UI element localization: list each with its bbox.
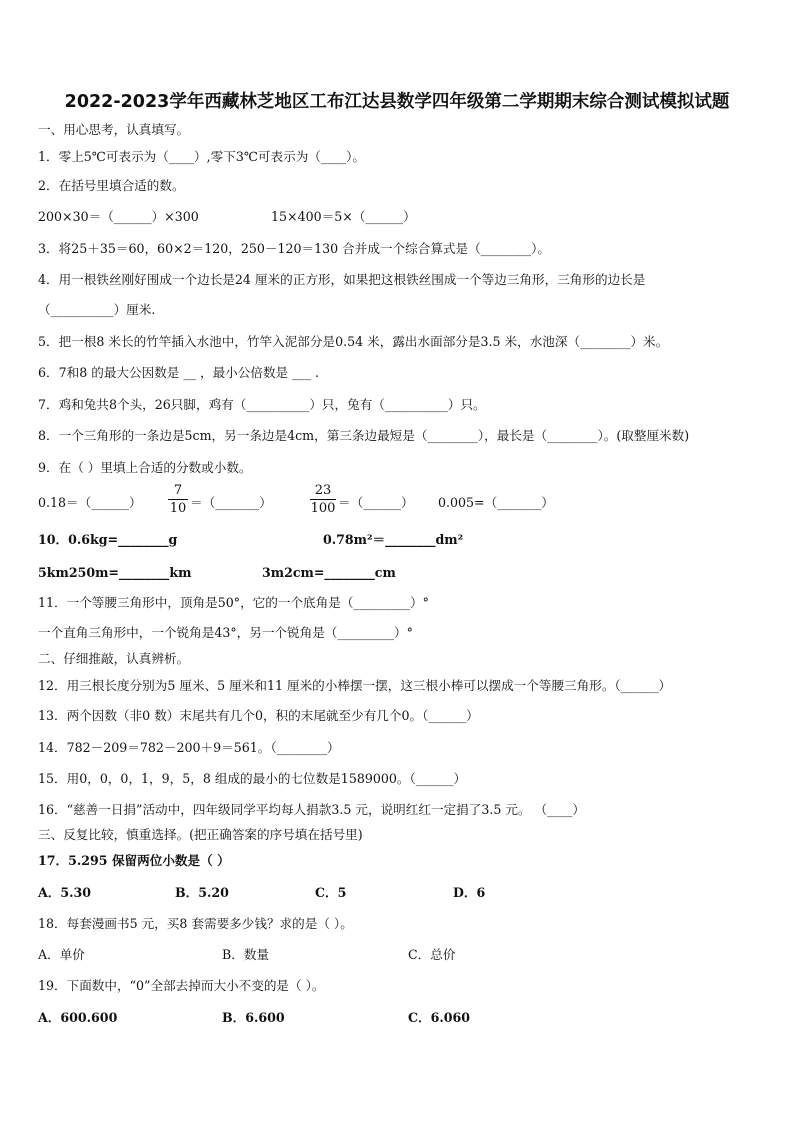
question-11-line-1: 11．一个等腰三角形中，顶角是50°，它的一个底角是（_________）°: [38, 595, 429, 610]
section-2-heading: 二、仔细推敲，认真辨析。: [38, 651, 190, 666]
fraction-numerator: 7: [173, 483, 183, 498]
fraction-numerator: 23: [314, 483, 332, 498]
question-6: 6．7和8 的最大公因数是 __ ，最小公倍数是 ___ .: [38, 365, 320, 380]
fraction-23-100: [310, 483, 336, 516]
question-2: 2．在括号里填合适的数。: [38, 178, 185, 193]
question-1: 1．零上5℃可表示为（____）,零下3℃可表示为（____）。: [38, 149, 365, 164]
question-4-line-2: （__________）厘米.: [38, 302, 156, 317]
question-5: 5．把一根8 米长的竹竿插入水池中，竹竿入泥部分是0.54 米，露出水面部分是3.5 米，水池深（________）米。: [38, 334, 669, 349]
question-10-part-a: 10．0.6kg=________g: [38, 532, 178, 547]
question-18-option-c: C．总价: [408, 947, 456, 962]
question-15: 15．用0，0，0，1，9，5，8 组成的最小的七位数是1589000。（______）: [38, 771, 467, 786]
question-17-option-b: B．5.20: [175, 885, 229, 900]
question-9: 9．在（ ）里填上合适的分数或小数。: [38, 460, 252, 475]
question-2-part-a: 200×30＝（______）×300: [38, 209, 199, 224]
question-18-option-a: A．单价: [38, 947, 85, 962]
section-1-heading: 一、用心思考，认真填写。: [38, 122, 190, 137]
question-19: 19．下面数中，“0”全部去掉而大小不变的是（ ）。: [38, 978, 325, 993]
fraction-bar: [310, 499, 336, 500]
question-9-part-a: 0.18＝（______）: [38, 495, 142, 510]
question-8: 8．一个三角形的一条边是5cm，另一条边是4cm，第三条边最短是（________），最长是（________）。(取整厘米数): [38, 428, 690, 443]
question-4-line-1: 4．用一根铁丝刚好围成一个边长是24 厘米的正方形，如果把这根铁丝围成一个等边三角形，三角形的边长是: [38, 272, 646, 287]
question-14: 14．782－209＝782－200＋9＝561。（________）: [38, 740, 340, 755]
fraction-denominator: 100: [310, 501, 336, 516]
question-10-part-d: 3m2cm=________cm: [262, 565, 396, 580]
question-13: 13．两个因数（非0 数）末尾共有几个0，积的末尾就至少有几个0。（______）: [38, 708, 479, 723]
question-12: 12．用三根长度分别为5 厘米、5 厘米和11 厘米的小棒摆一摆，这三根小棒可以摆成一个等腰三角形。（______）: [38, 678, 672, 693]
fraction-7-10: [168, 483, 188, 516]
fraction-bar: [168, 499, 188, 500]
question-9-part-b: ＝（_______）: [190, 495, 272, 510]
exam-title: 2022-2023学年西藏林芝地区工布江达县数学四年级第二学期期末综合测试模拟试题: [64, 92, 730, 112]
question-17: 17．5.295 保留两位小数是（ ）: [38, 853, 230, 868]
question-18-option-b: B．数量: [222, 947, 270, 962]
question-18: 18．每套漫画书5 元，买8 套需要多少钱？求的是（ ）。: [38, 916, 353, 931]
question-17-option-c: C．5: [315, 885, 347, 900]
fraction-denominator: 10: [169, 501, 187, 516]
question-19-option-c: C．6.060: [408, 1010, 471, 1025]
question-2-part-b: 15×400＝5×（______）: [271, 209, 416, 224]
question-17-option-d: D．6: [453, 885, 486, 900]
question-19-option-a: A．600.600: [38, 1010, 118, 1025]
question-3: 3．将25＋35＝60，60×2＝120，250－120＝130 合并成一个综合算式是（________）。: [38, 241, 550, 256]
question-10-part-c: 5km250m=________km: [38, 565, 192, 580]
question-17-option-a: A．5.30: [38, 885, 92, 900]
question-9-part-c: ＝（______）: [338, 495, 414, 510]
question-11-line-2: 一个直角三角形中，一个锐角是43°，另一个锐角是（_________）°: [38, 625, 413, 640]
question-7: 7．鸡和兔共8个头，26只脚，鸡有（__________）只，兔有（__________）只。: [38, 397, 486, 412]
question-10-part-b: 0.78m²＝________dm²: [323, 532, 464, 547]
question-19-option-b: B．6.600: [222, 1010, 285, 1025]
question-9-part-d: 0.005=（_______）: [438, 495, 554, 510]
section-3-heading: 三、反复比较，慎重选择。(把正确答案的序号填在括号里): [38, 827, 363, 842]
question-16: 16．“慈善一日捐”活动中，四年级同学平均每人捐款3.5 元，说明红红一定捐了3.5 元。 （____）: [38, 802, 585, 817]
